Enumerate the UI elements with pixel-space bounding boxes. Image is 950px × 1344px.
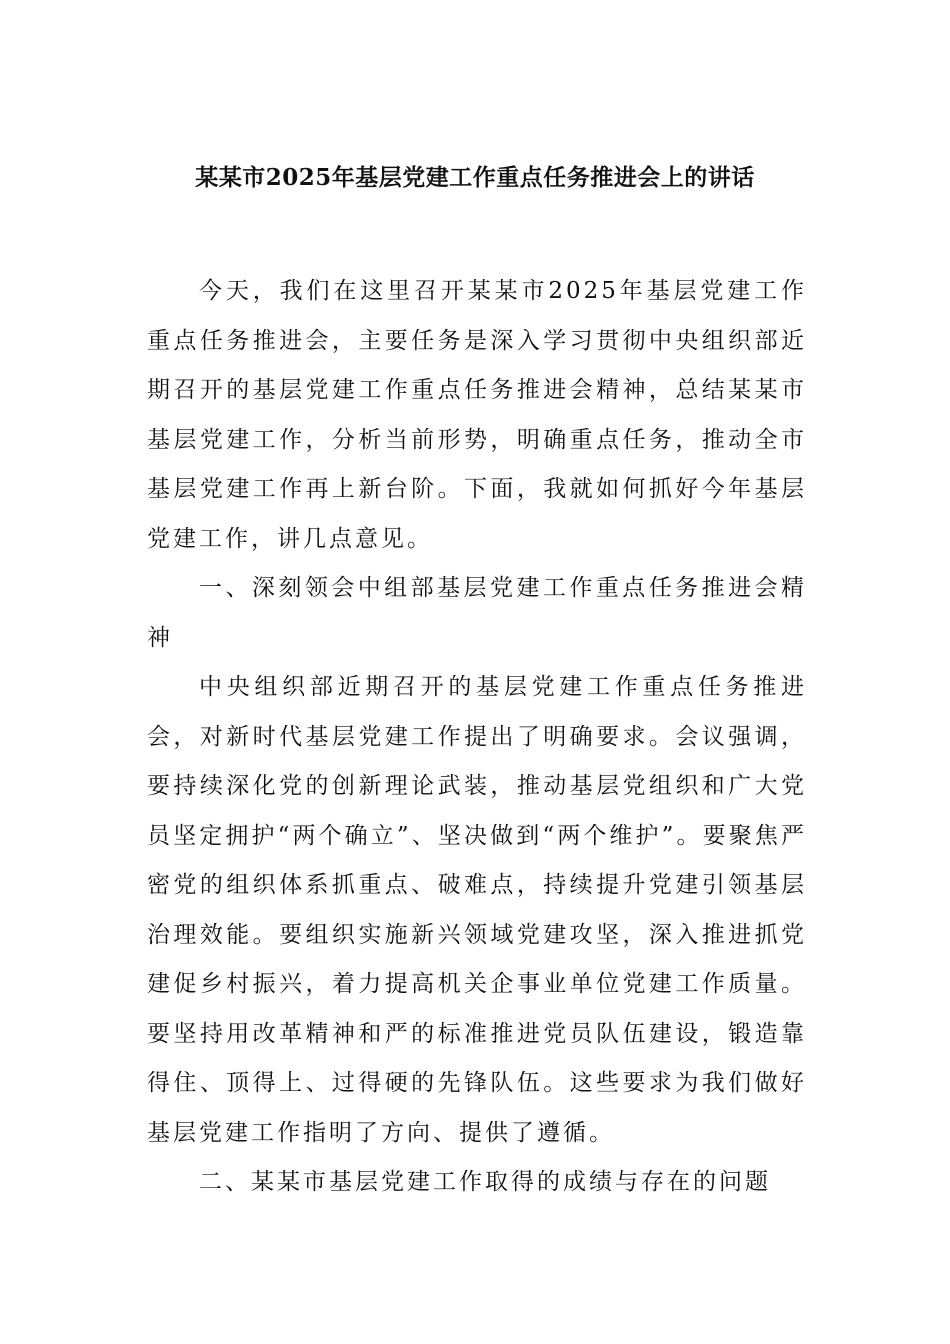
document-title: 某某市2025年基层党建工作重点任务推进会上的讲话 bbox=[195, 164, 755, 191]
document-body bbox=[147, 267, 807, 1208]
section-heading-2: 二、某某市基层党建工作取得的成绩与存在的问题 bbox=[199, 1169, 771, 1195]
section-1-paragraph: 中央组织部近期召开的基层党建工作重点任务推进会，对新时代基层党建工作提出了明确要求。会议强调，要持续深化党的创新理论武装，推动基层党组织和广大党员坚定拥护“两个确立”、坚决做到“两个维护”。要聚焦严密党的组织体系抓重点、破难点，持续提升党建引领基层治理效能。要组织实施新兴领域党建攻坚，深入推进抓党建促乡村振兴，着力提高机关企事业单位党建工作质量。要坚持用改革精神和严的标准推进党员队伍建设，锻造靠得住、顶得上、过得硬的先锋队伍。这些要求为我们做好基层党建工作指明了方向、提供了遵循。 bbox=[147, 674, 807, 1146]
intro-paragraph: 今天，我们在这里召开某某市2025年基层党建工作重点任务推进会，主要任务是深入学习贯彻中央组织部近期召开的基层党建工作重点任务推进会精神，总结某某市基层党建工作，分析当前形势，明确重点任务，推动全市基层党建工作再上新台阶。下面，我就如何抓好今年基层党建工作，讲几点意见。 bbox=[147, 278, 807, 552]
section-heading-1: 一、深刻领会中组部基层党建工作重点任务推进会精神 bbox=[147, 575, 807, 651]
